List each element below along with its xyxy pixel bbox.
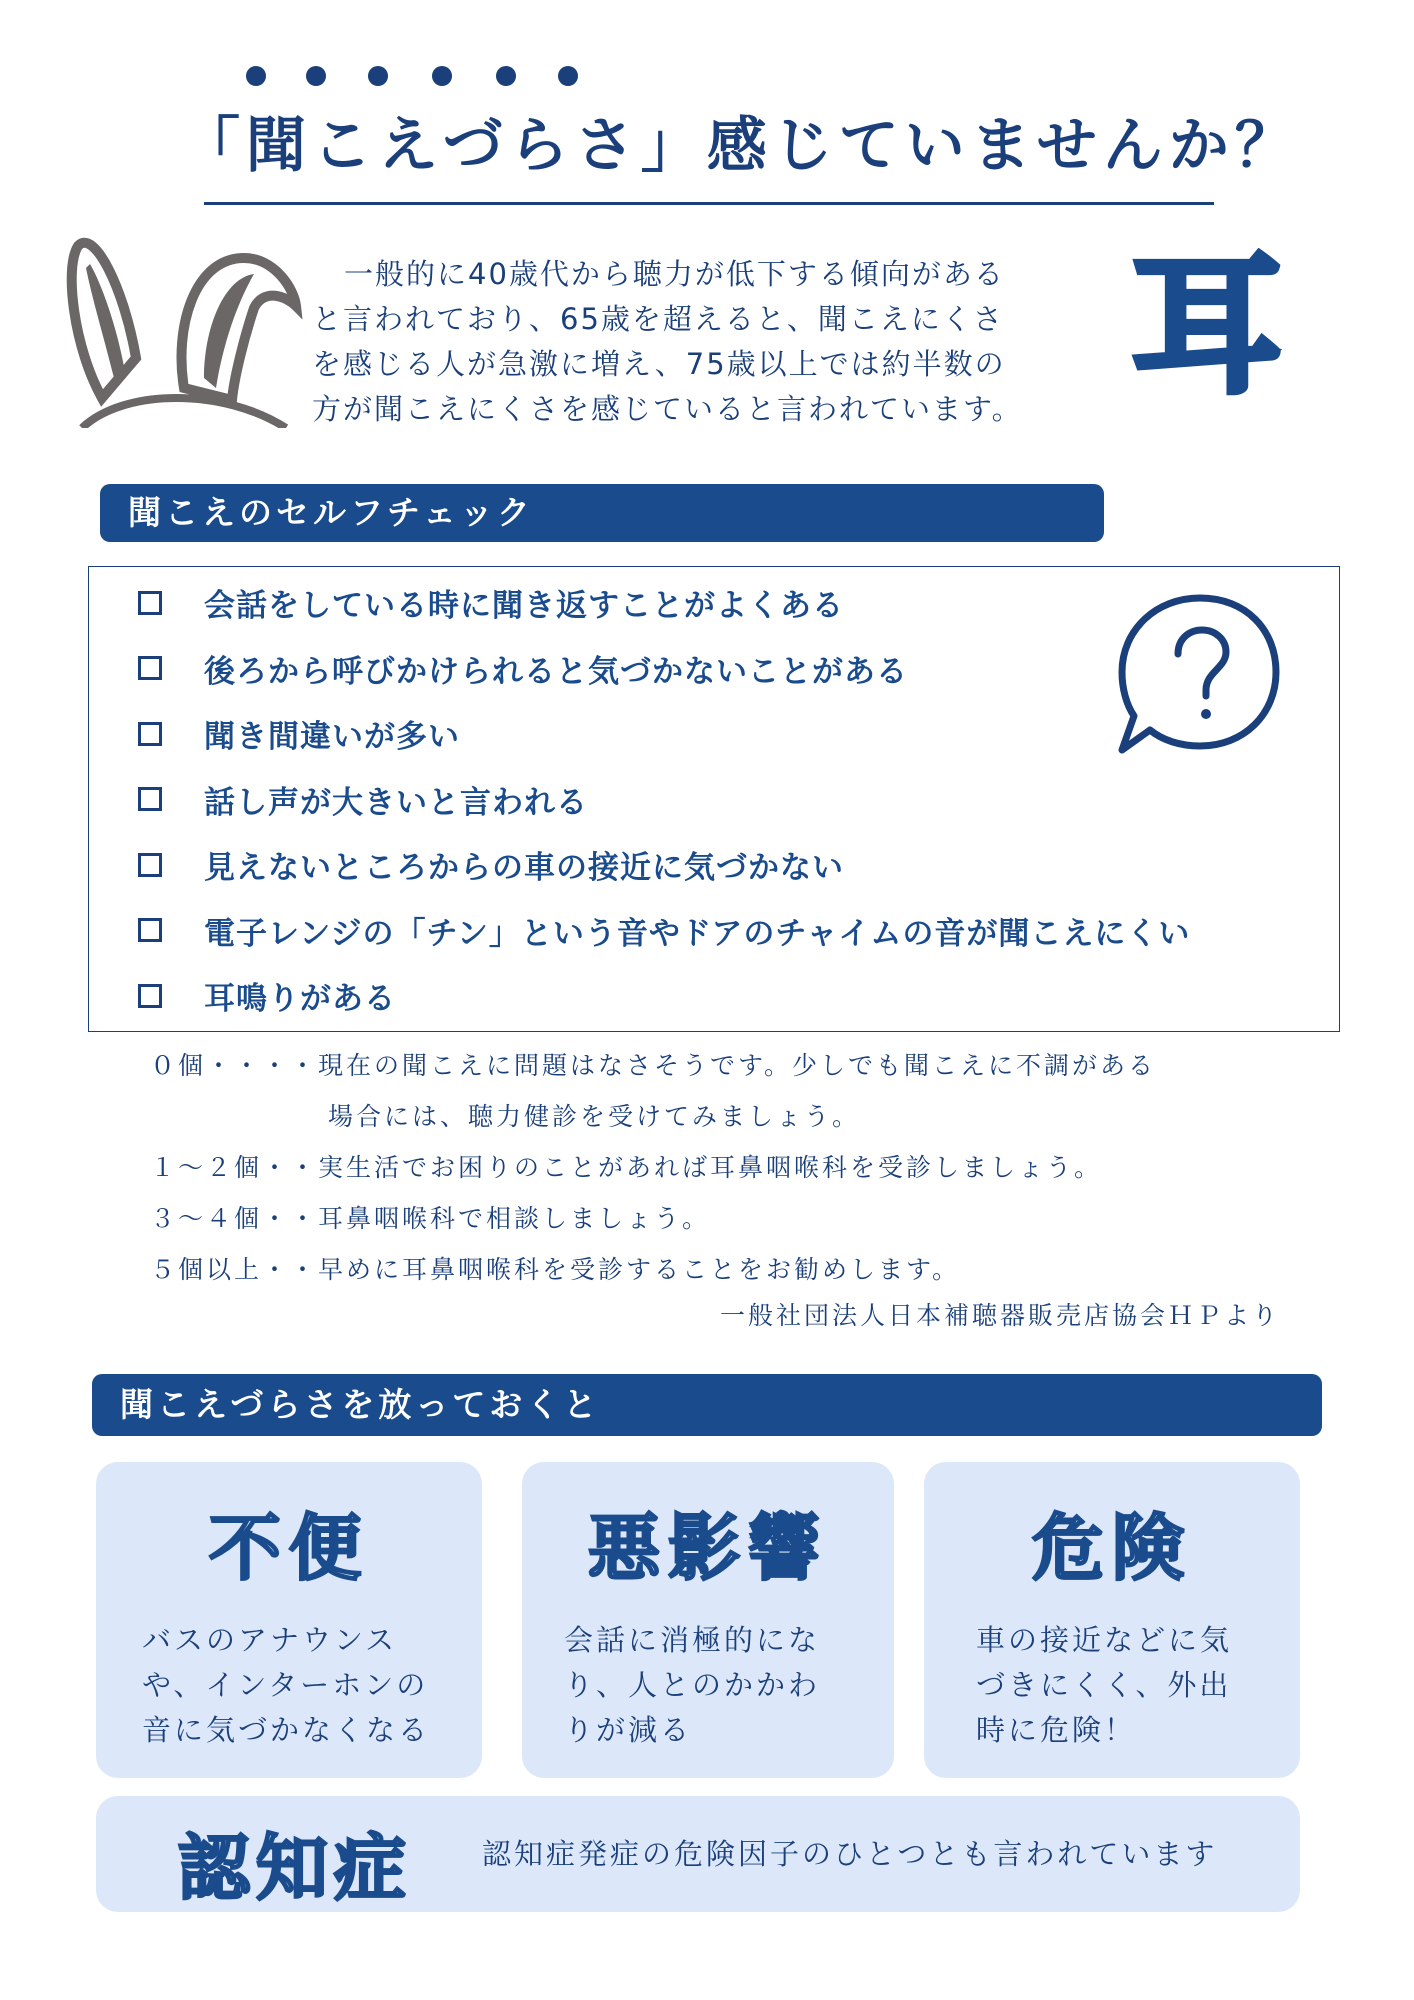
result-0: ０個・・・・現在の聞こえに問題はなさそうです。少しでも聞こえに不調がある (150, 1051, 1157, 1080)
card-line: り、人とのかかわ (564, 1668, 821, 1702)
result-3-4: ３～４個・・耳鼻咽喉科で相談しましょう。 (150, 1204, 711, 1233)
result-5-plus: ５個以上・・早めに耳鼻咽喉科を受診することをお勧めします。 (150, 1255, 961, 1284)
page-title: 「聞こえづらさ」感じていませんか？ (180, 111, 1301, 181)
question-bubble-icon (1112, 590, 1282, 760)
check-item-label: 聞き間違いが多い (204, 719, 460, 756)
checkbox[interactable] (138, 918, 162, 942)
checkbox[interactable] (138, 591, 162, 615)
source-credit: 一般社団法人日本補聴器販売店協会ＨＰより (719, 1301, 1280, 1330)
intro-line: 方が聞こえにくさを感じていると言われています。 (312, 392, 1023, 426)
intro-line: と言われており、65歳を超えると、聞こえにくさ (312, 302, 1004, 336)
card-line: づきにくく、外出 (976, 1668, 1232, 1702)
result-1-2: １～２個・・実生活でお困りのことがあれば耳鼻咽喉科を受診しましょう。 (150, 1153, 1103, 1182)
check-item[interactable] (138, 963, 1288, 1029)
card-title: 不便 (208, 1506, 369, 1590)
emphasis-dot (432, 66, 452, 86)
ear-kanji-icon (1122, 248, 1292, 408)
checkbox[interactable] (138, 656, 162, 680)
checkbox[interactable] (138, 722, 162, 746)
rabbit-ears-icon (64, 228, 304, 428)
card-line: りが減る (564, 1713, 693, 1747)
check-item[interactable] (138, 832, 1288, 898)
title-underline (204, 202, 1214, 205)
card-bad-influence (522, 1462, 894, 1778)
emphasis-dot (306, 66, 326, 86)
card-danger (924, 1462, 1300, 1778)
consequences-heading: 聞こえづらさを放っておくと (92, 1374, 1322, 1436)
emphasis-dot (496, 66, 516, 86)
card-line: 車の接近などに気 (976, 1623, 1233, 1657)
check-item[interactable] (138, 767, 1288, 833)
emphasis-dot (558, 66, 578, 86)
card-title: 悪影響 (587, 1506, 828, 1590)
check-item[interactable] (138, 898, 1288, 964)
check-results (150, 1040, 1280, 1295)
checkbox[interactable] (138, 984, 162, 1008)
check-item-label: 後ろから呼びかけられると気づかないことがある (204, 653, 908, 690)
check-item-label: 会話をしている時に聞き返すことがよくある (204, 588, 844, 625)
intro-paragraph (312, 252, 1072, 432)
card-body (564, 1618, 864, 1753)
card-line: 時に危険！ (976, 1713, 1137, 1747)
intro-line: を感じる人が急激に増え、75歳以上では約半数の (312, 347, 1006, 381)
title-emphasis-dots (246, 66, 586, 90)
card-line: バスのアナウンス (142, 1623, 398, 1657)
check-item-label: 話し声が大きいと言われる (204, 784, 588, 821)
card-body (142, 1618, 442, 1753)
emphasis-dot (246, 66, 266, 86)
result-0-cont: 場合には、聴力健診を受けてみましょう。 (328, 1102, 861, 1131)
card-body (976, 1618, 1276, 1753)
card-dementia (96, 1796, 1300, 1912)
card-inconvenience (96, 1462, 482, 1778)
card-line: 会話に消極的にな (564, 1623, 821, 1657)
card-line: や、インターホンの (142, 1668, 429, 1702)
checkbox[interactable] (138, 853, 162, 877)
check-item-label: 耳鳴りがある (204, 981, 396, 1018)
check-item-label: 見えないところからの車の接近に気づかない (204, 850, 844, 887)
emphasis-dot (368, 66, 388, 86)
card-title: 認知症 (178, 1826, 413, 1910)
card-body: 認知症発症の危険因子のひとつとも言われています (482, 1837, 1218, 1871)
intro-line: 一般的に40歳代から聴力が低下する傾向がある (344, 257, 1005, 291)
checkbox[interactable] (138, 787, 162, 811)
self-check-heading: 聞こえのセルフチェック (100, 484, 1104, 542)
card-line: 音に気づかなくなる (142, 1713, 431, 1747)
card-title: 危険 (1031, 1506, 1192, 1590)
svg-text:耳: 耳 (1131, 248, 1283, 408)
check-item-label: 電子レンジの「チン」という音やドアのチャイムの音が聞こえにくい (204, 915, 1191, 952)
